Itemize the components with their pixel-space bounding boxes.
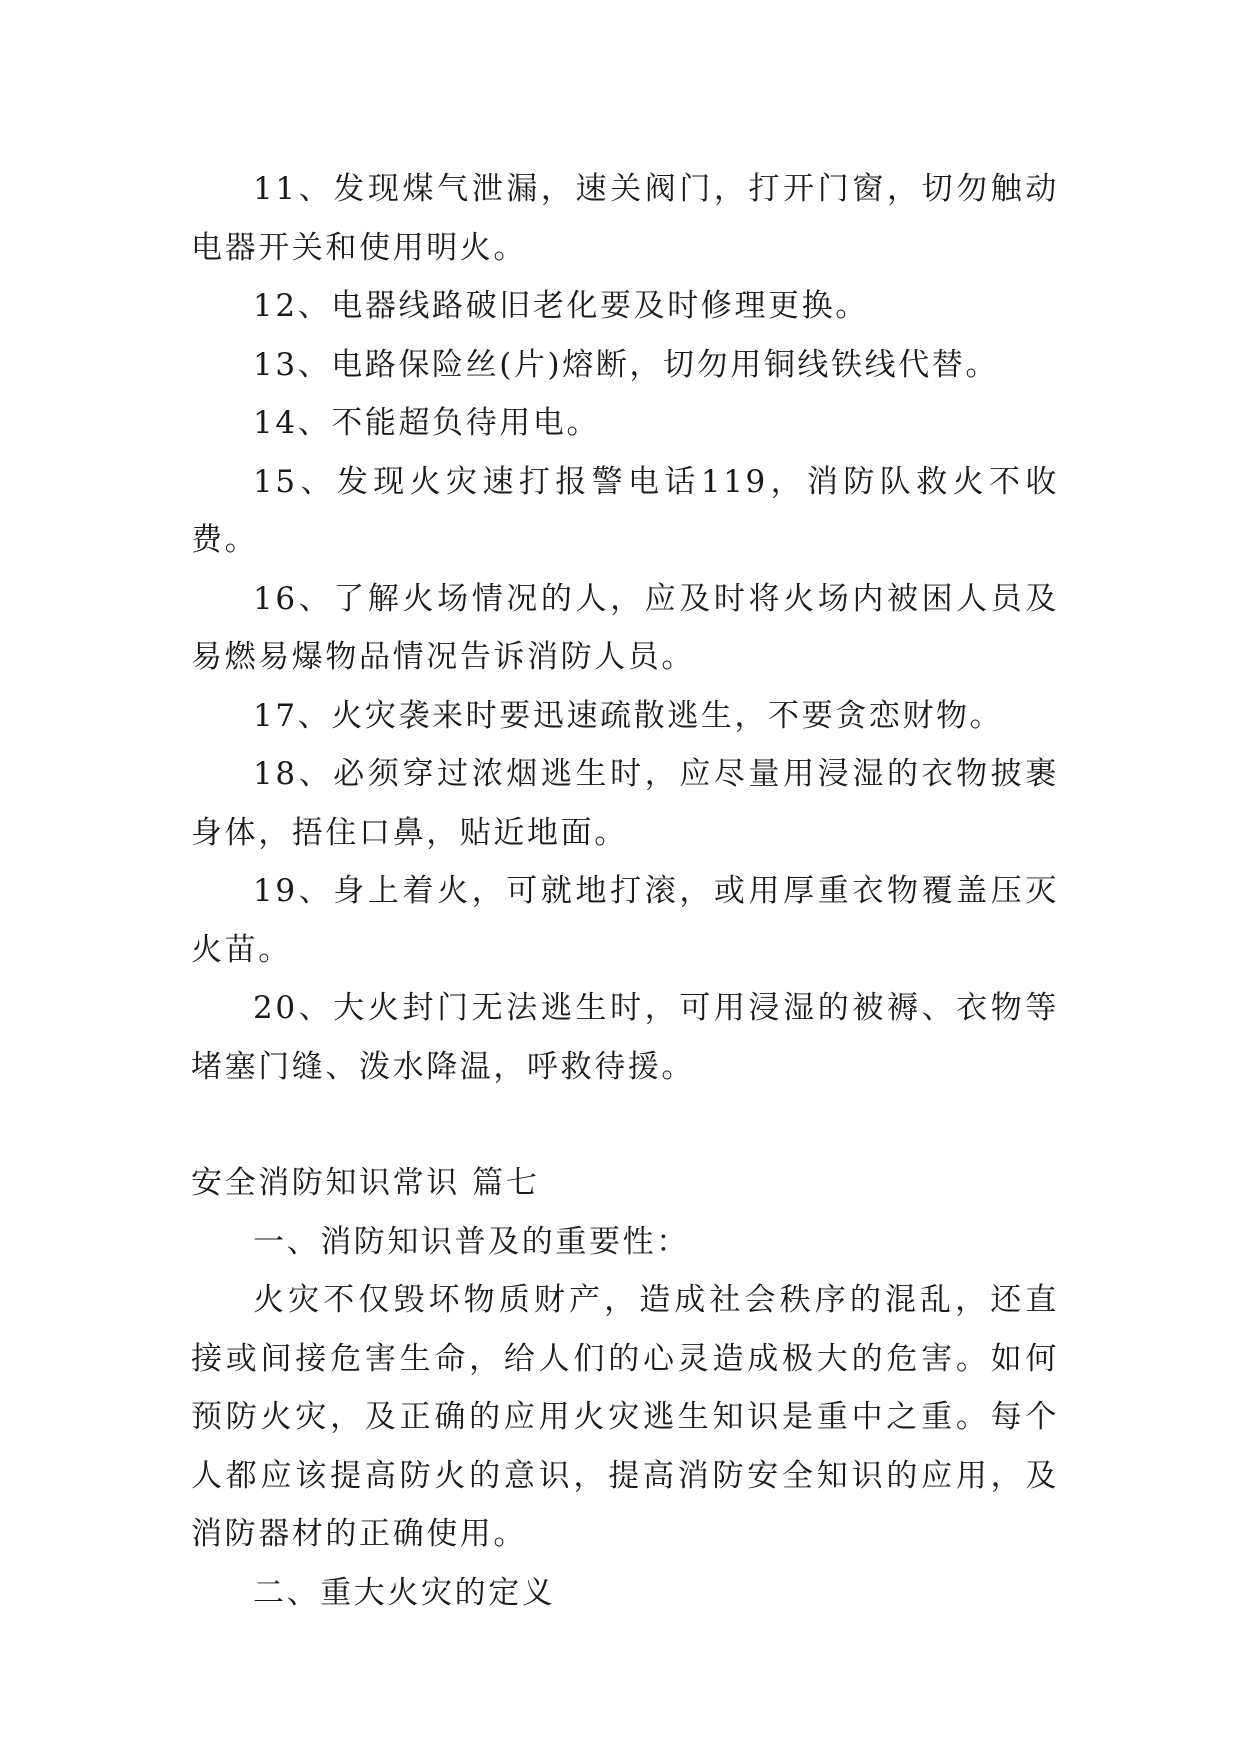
list-item-16: 16、了解火场情况的人，应及时将火场内被困人员及易燃易爆物品情况告诉消防人员。	[191, 580, 1059, 675]
list-item-12: 12、电器线路破旧老化要及时修理更换。	[253, 288, 869, 324]
list-item-18: 18、必须穿过浓烟逃生时，应尽量用浸湿的衣物披裹身体，捂住口鼻，贴近地面。	[191, 756, 1059, 851]
list-item-13: 13、电路保险丝(片)熔断，切勿用铜线铁线代替。	[253, 346, 1000, 383]
list-item-15: 15、发现火灾速打报警电话119，消防队救火不收费。	[191, 463, 1059, 558]
subheading-importance: 一、消防知识普及的重要性：	[253, 1223, 690, 1260]
subheading-definition: 二、重大火灾的定义	[253, 1574, 556, 1611]
section-heading: 安全消防知识常识 篇七	[191, 1165, 540, 1201]
list-item-19: 19、身上着火，可就地打滚，或用厚重衣物覆盖压灭火苗。	[191, 873, 1059, 968]
list-item-14: 14、不能超负待用电。	[253, 405, 601, 441]
list-item-11: 11、发现煤气泄漏，速关阀门，打开门窗，切勿触动电器开关和使用明火。	[191, 171, 1059, 266]
list-item-20: 20、大火封门无法逃生时，可用浸湿的被褥、衣物等堵塞门缝、泼水降温，呼救待援。	[191, 990, 1059, 1085]
document-body	[191, 160, 1059, 1622]
body-paragraph: 火灾不仅毁坏物质财产，造成社会秩序的混乱，还直接或间接危害生命，给人们的心灵造成极大的危害。如何预防火灾，及正确的应用火灾逃生知识是重中之重。每个人都应该提高防火的意识，提高消防安全知识的应用，及消防器材的正确使用。	[191, 1282, 1059, 1552]
list-item-17: 17、火灾袭来时要迅速疏散逃生，不要贪恋财物。	[253, 697, 1004, 734]
